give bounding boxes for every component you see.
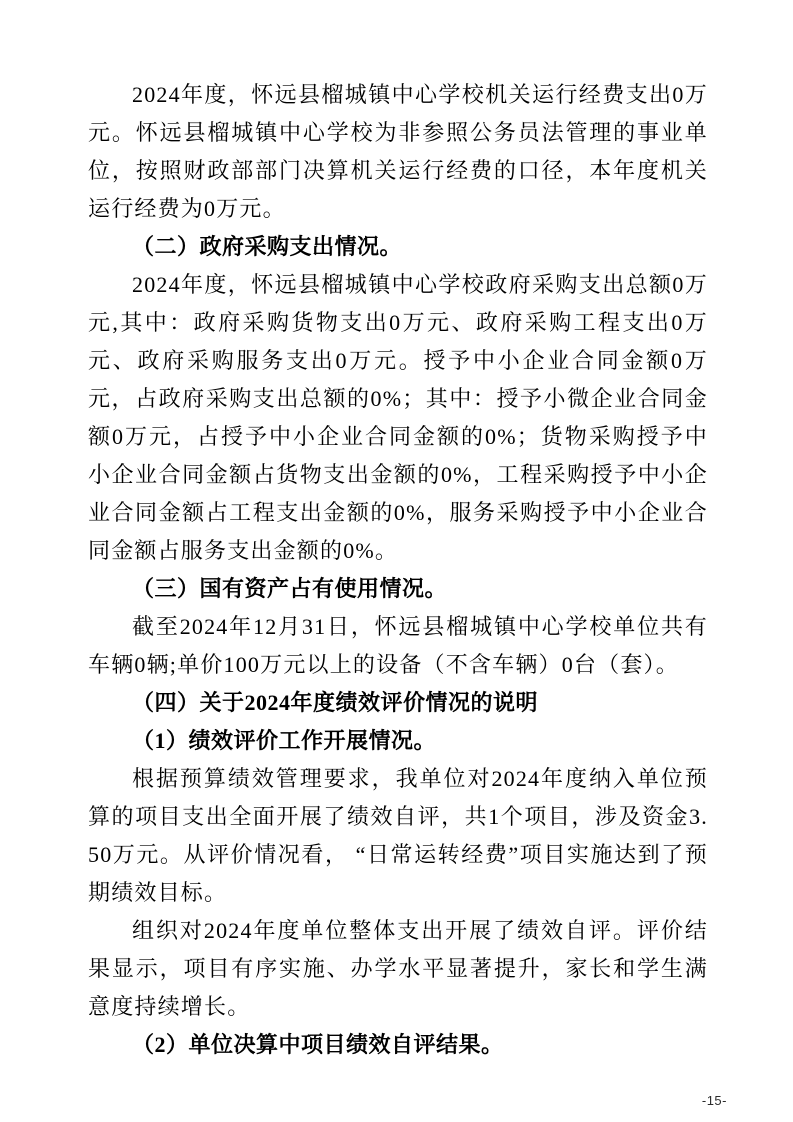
section-heading: （2）单位决算中项目绩效自评结果。	[132, 1032, 504, 1057]
paragraph: 组织对2024年度单位整体支出开展了绩效自评。评价结果显示，项目有序实施、办学水平显著提升，家长和学生满意度持续增长。	[88, 918, 708, 1019]
page-number: -15-	[701, 1093, 727, 1108]
paragraph: 根据预算绩效管理要求，我单位对2024年度纳入单位预算的项目支出全面开展了绩效自评，共1个项目，涉及资金3.50万元。从评价情况看， “日常运转经费”项目实施达到了预期绩效目标。	[88, 766, 708, 905]
section-heading: （四）关于2024年度绩效评价情况的说明	[132, 690, 539, 715]
paragraph: 截至2024年12月31日，怀远县榴城镇中心学校单位共有车辆0辆;单价100万元以上的设备（不含车辆）0台（套）。	[88, 614, 708, 677]
section-heading: （1）绩效评价工作开展情况。	[132, 728, 437, 753]
document-body	[88, 76, 708, 1064]
section-heading: （二）政府采购支出情况。	[132, 234, 403, 259]
section-heading: （三）国有资产占有使用情况。	[132, 576, 448, 601]
paragraph: 2024年度，怀远县榴城镇中心学校机关运行经费支出0万元。怀远县榴城镇中心学校为非参照公务员法管理的事业单位，按照财政部部门决算机关运行经费的口径，本年度机关运行经费为0万元。	[88, 82, 708, 221]
paragraph: 2024年度，怀远县榴城镇中心学校政府采购支出总额0万元,其中：政府采购货物支出0万元、政府采购工程支出0万元、政府采购服务支出0万元。授予中小企业合同金额0万元，占政府采购支出总额的0%；其中：授予小微企业合同金额0万元，占授予中小企业合同金额的0%；货物采购授予中小企业合同金额占货物支出金额的0%，工程采购授予中小企业合同金额占工程支出金额的0%，服务采购授予中小企业合同金额占服务支出金额的0%。	[88, 272, 708, 563]
